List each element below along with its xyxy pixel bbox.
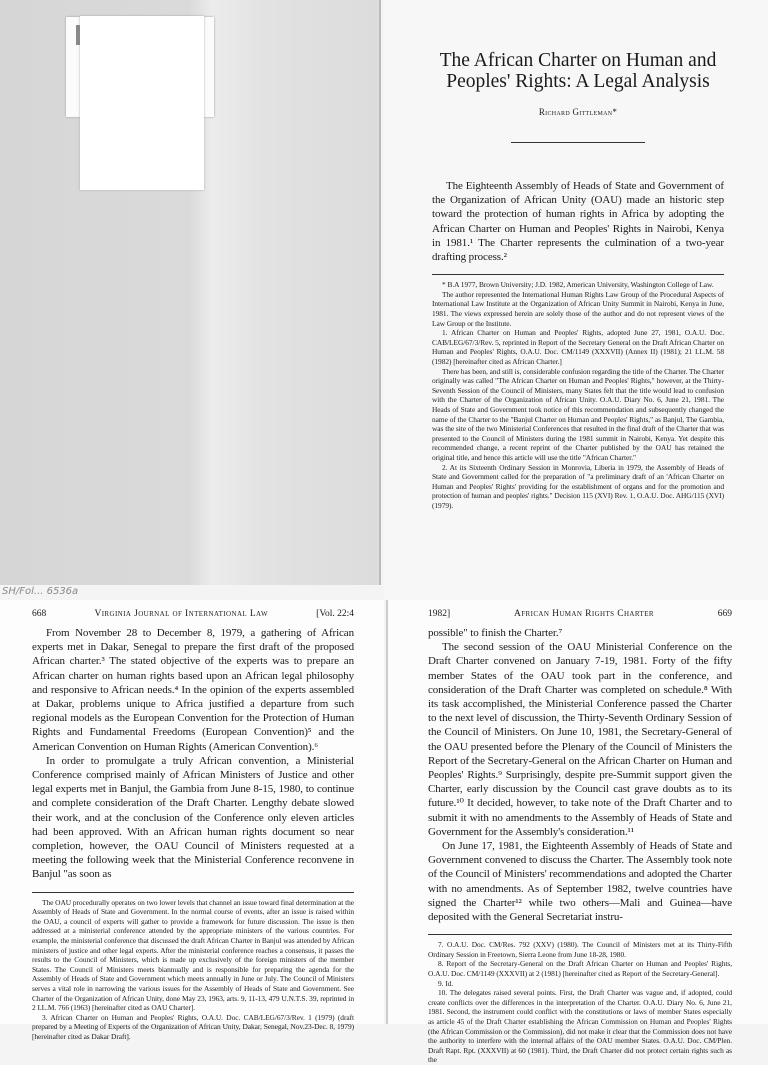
page-header (428, 608, 732, 620)
library-label-front (80, 16, 204, 190)
page-number: 668 (32, 609, 47, 619)
paragraph: On June 17, 1981, the Eighteenth Assembly of Heads of State and Government convened to discuss the Charter. The Assembly took note of the Council of Ministers' recommendations and adopted the Charter with no amendments. As of September 1982, twelve countries have signed the Charter¹² while two others—Mali and Guinea—have deposited with the General Secretariat instru- (428, 840, 732, 924)
running-head: African Human Rights Charter (513, 609, 654, 619)
page-header (32, 608, 354, 620)
footnote: 8. Report of the Secretary-General on the Draft African Charter on Human and Peoples' Rights, O.A.U. Doc. CM/1149 (XXXVII) at 2 (1981) [hereinafter cited as Report of the Secretary-General]. (428, 959, 732, 979)
label-marks (76, 25, 80, 45)
footnote: The OAU procedurally operates on two lower levels that channel an issue toward final determination at the Assembly of Heads of State and Government. In the normal course of events, after an issue is raised within the OAU, a council of experts will gather to provide a framework for future discussion. The issue is then addressed at a ministerial conference attended by the appropriate ministers of the various countries. For example, the ministerial conference that discussed the draft African Charter in Banjul was attended by African ministers of justice and other legal experts. After the ministerial conference reaches a consensus, it passes the results to the Council of Ministers, which is made up exclusively of the foreign ministers of the member States. The Council of Ministers meets biannually and is responsible for preparing the agenda for the Assembly of Heads of State and Government which meets annually in June or July. The Council of Ministers serves a vital role in narrowing the various issues for the Assembly of Heads of State and Government. See Charter of the Organization of African Unity, done May 23, 1963, arts. 9, 11-13, 479 U.N.T.S. 39, reprinted in 2 I.L.M. 766 (1963) [hereinafter cited as OAU Charter]. (32, 897, 354, 1013)
article-author: Richard Gittleman* (538, 107, 618, 117)
footnote: The author represented the International Human Rights Law Group of the Procedural Aspects of International Law Institute at the Organization of African Unity Summit in Nairobi, Kenya in June, 1981. The views expressed herein are solely those of the author and do not represent views of the Law Group or the Institute. (432, 289, 724, 328)
paragraph: The second session of the OAU Ministerial Conference on the Draft Charter convened on January 7-19, 1981. Forty of the fifty member States of the OAU took part in the conference, and consideration of the Draft Charter was completed on schedule.⁸ With its task accomplished, the Ministerial Conference passed the Charter to the next level of discussion, the Thirty-Seventh Ordinary Session of the Council of Ministers. On June 10, 1981, the Secretary-General of the OAU presented before the Plenary of the Council of Ministers the Report of the Secretary-General on the African Charter on Human and Peoples' Rights.⁹ Surprisingly, despite pre-Summit support given the Charter, early discussion by the Council cast grave doubts as to its future.¹⁰ It decided, however, to take note of the Draft Charter and to submit it with no amendments to the Assembly of Heads of State and Government for the Assembly's consideration.¹¹ (428, 641, 732, 838)
title-divider (511, 142, 645, 143)
footnote: * B.A 1977, Brown University; J.D. 1982, American University, Washington College of Law. (442, 280, 714, 290)
intro-body (432, 179, 724, 264)
running-head: Virginia Journal of International Law (94, 609, 268, 619)
footnote-rule (432, 274, 724, 275)
page-number: 669 (717, 609, 732, 619)
volume: [Vol. 22:4 (316, 609, 354, 619)
page-668 (0, 600, 384, 1041)
blank-facing-page (0, 0, 381, 585)
handwritten-call-number: SH/Fol... 6536a (2, 586, 79, 597)
footnotes (32, 898, 354, 1042)
page-body (32, 626, 354, 882)
page-body (428, 626, 732, 924)
footnote: 1. African Charter on Human and Peoples' Rights, adopted June 27, 1981, O.A.U. Doc. CAB/LEG/67/3/Rev. 5, reprinted in Report of the Secretary General on the Draft African Charter on Human and Peoples' Rights, O.A.U. Doc. CM/1149 (XXXVII) (Annex II) (1981); 21 I.L.M. 58 (1982) [hereinafter cited as African Charter.] (432, 328, 724, 366)
article-title: The African Charter on Human and Peoples' Rights: A Legal Analysis (439, 50, 717, 92)
paragraph: possible" to finish the Charter.⁷ (428, 627, 563, 639)
paragraph: The Eighteenth Assembly of Heads of State and Government of the Organization of African Unity (OAU) made an historic step toward the protection of human rights in Africa by adopting the African Charter on Human and Peoples' Rights in Nairobi, Kenya in 1981.¹ The Charter represents the culmination of a two-year drafting process.² (432, 180, 724, 264)
footnote-rule (32, 892, 354, 893)
footnote-rule (428, 934, 732, 935)
title-page (384, 0, 768, 600)
footnote: 2. At its Sixteenth Ordinary Session in Monrovia, Liberia in 1979, the Assembly of Heads of State and Government called for the preparation of "a preliminary draft of an 'African Charter on Human and Peoples' Rights' providing for the establishment of organs and for the promotion and protection of human and peoples' rights." Decision 115 (XVI) Rev. 1, O.A.U. Doc. AHG/115 (XVI) (1979). (432, 462, 724, 510)
footnote: 9. Id. (438, 978, 454, 988)
year: 1982] (428, 609, 451, 619)
footnote: 7. O.A.U. Doc. CM/Res. 792 (XXV) (1980). The Council of Ministers met at its Thirty-Fifth Ordinary Session in Freetown, Sierra Leone from June 18-28, 1980. (428, 940, 732, 959)
paragraph: In order to promulgate a truly African convention, a Ministerial Conference comprised mainly of African Ministers of Justice and other legal experts met in Banjul, the Gambia from June 8-15, 1980, to continue and complete consideration of the Draft Charter. Lengthy debate slowed their work, and at the conclusion of the Conference only eleven articles had been approved. With an African human rights document so near completion, however, the OAU Council of Ministers requested at a meeting the following week that the Ministerial Conference reconvene in Banjul "as soon as (32, 754, 354, 881)
footnotes (428, 940, 732, 1065)
footnotes (432, 280, 724, 510)
footnote: 3. African Charter on Human and Peoples' Rights, O.A.U. Doc. CAB/LEG/67/3/Rev. 1 (1979) (draft prepared by a Meeting of Experts of the Organization of African Unity, Dakar, Senegal, Nov.23-Dec. 8, 1979) [hereinafter cited as Dakar Draft]. (32, 1012, 354, 1041)
footnote: 10. The delegates raised several points. First, the Draft Charter was vague and, if adopted, could create conflicts over the differences in the interpretation of the Charter. O.A.U. Diary No. 6, June 21, 1981. Second, the instrument could conflict with the constitutions or laws of member States especially as article 45 of the Draft Charter establishing the African Commission on Human and Peoples' Rights (the African Commission or the Commission), did not make it clear that the Commission does not have the authority to interfere with the internal affairs of the OAU member States. O.A.U. Doc. CM/Plen. Draft Rapt. Rpt. (XXXVII) at 60 (1981). Third, the Draft Charter did not protect certain rights such as the (428, 988, 732, 1065)
paragraph: From November 28 to December 8, 1979, a gathering of African experts met in Dakar, Senegal to prepare the first draft of the proposed African charter.³ The stated objective of the experts was to prepare an African charter on human rights based upon an African legal philosophy and responsive to African needs.⁴ In the opinion of the experts assembled at Dakar, problems unique to Africa justified a departure from such regional models as the European Convention for the Protection of Human Rights and Fundamental Freedoms (European Convention)⁵ and the American Convention on Human Rights (American Convention).⁶ (32, 627, 354, 753)
footnote: There has been, and still is, considerable confusion regarding the title of the Charter. The Charter originally was called "The African Charter on Human and Peoples' Rights," however, at the Thirty-Seventh Session of the Council of Ministers, many States felt that the title would lead to confusion with the Charter of the Organization of African Unity. O.A.U. Diary No. 6, June 21, 1981. The Heads of State and Government took notice of this recommendation and subsequently changed the name of the Charter to the "Banjul Charter on Human and Peoples' Rights," as Banjul, The Gambia, was the site of the two Ministerial Conferences that resulted in the final draft of the Charter that was presented to the Council of Ministers during the 1981 summit in Nairobi, Kenya. Yet despite this recommended change, a recent reprint of the Charter published by the OAU has retained the original title, and hence this article will use the title "African Charter." (432, 366, 724, 462)
page-669 (386, 600, 768, 1065)
